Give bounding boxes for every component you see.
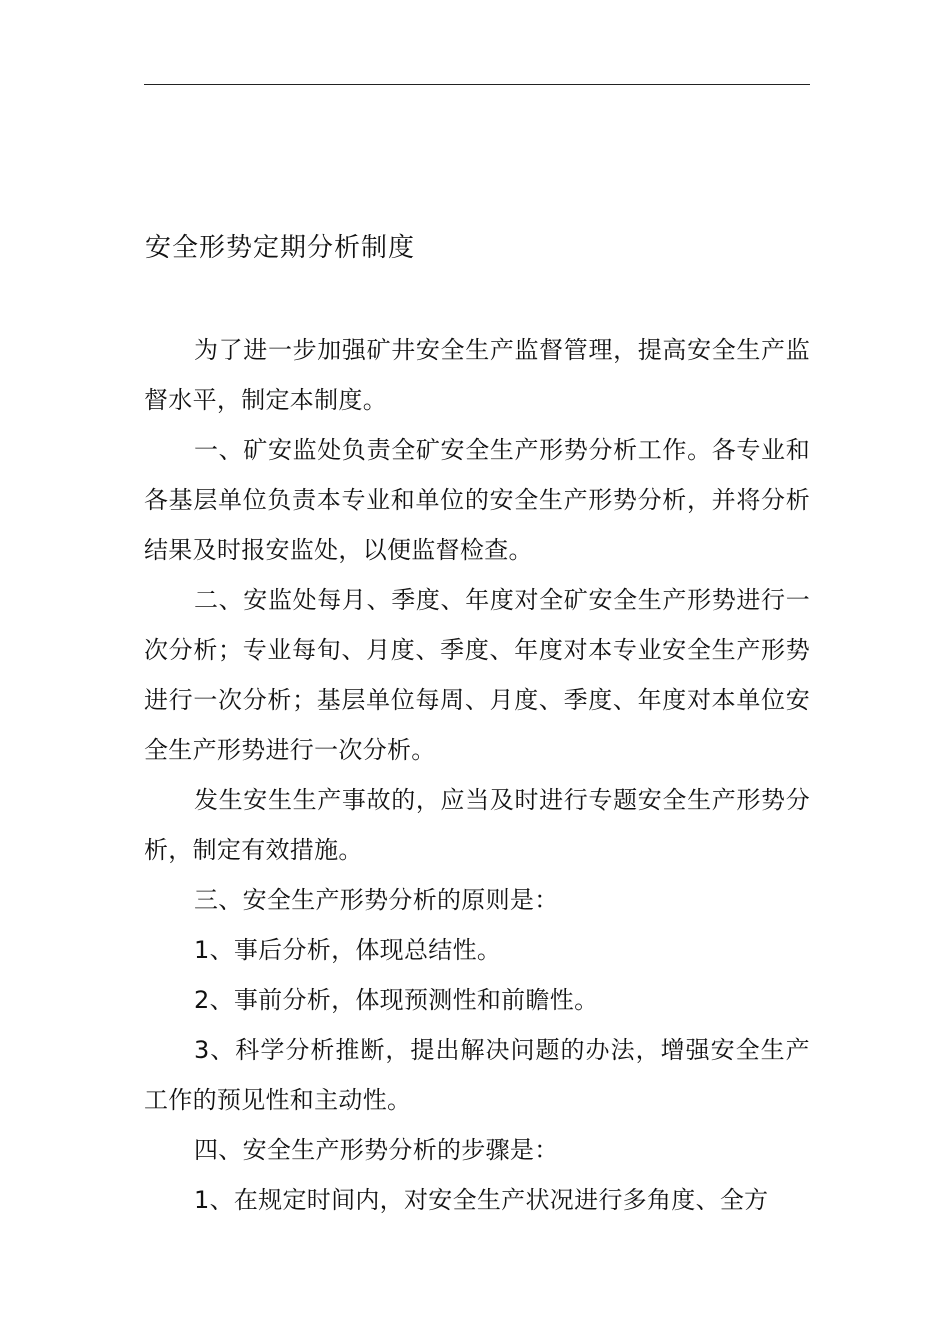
paragraph-section-3-heading: 三、安全生产形势分析的原则是： — [194, 886, 559, 914]
paragraph-section-2: 二、安监处每月、季度、年度对全矿安全生产形势进行一次分析；专业每旬、月度、季度、年度对本专业安全生产形势进行一次分析；基层单位每周、月度、季度、年度对本单位安全生产形势进行一次分析。 — [144, 586, 810, 764]
paragraph-section-1: 一、矿安监处负责全矿安全生产形势分析工作。各专业和各基层单位负责本专业和单位的安全生产形势分析，并将分析结果及时报安监处，以便监督检查。 — [144, 436, 810, 564]
paragraph-principle-1: 1、事后分析，体现总结性。 — [194, 936, 502, 964]
paragraph-principle-3: 3、科学分析推断，提出解决问题的办法，增强安全生产工作的预见性和主动性。 — [144, 1036, 810, 1114]
document-body — [144, 325, 810, 1225]
document-title: 安全形势定期分析制度 — [145, 233, 416, 263]
paragraph-step-1: 1、在规定时间内，对安全生产状况进行多角度、全方 — [194, 1186, 769, 1214]
header-rule — [144, 84, 810, 85]
paragraph-accident-analysis: 发生安生生产事故的，应当及时进行专题安全生产形势分析，制定有效措施。 — [144, 786, 810, 864]
paragraph-principle-2: 2、事前分析，体现预测性和前瞻性。 — [194, 986, 599, 1014]
paragraph-section-4-heading: 四、安全生产形势分析的步骤是： — [194, 1136, 559, 1164]
paragraph-intro: 为了进一步加强矿井安全生产监督管理，提高安全生产监督水平，制定本制度。 — [144, 336, 810, 414]
